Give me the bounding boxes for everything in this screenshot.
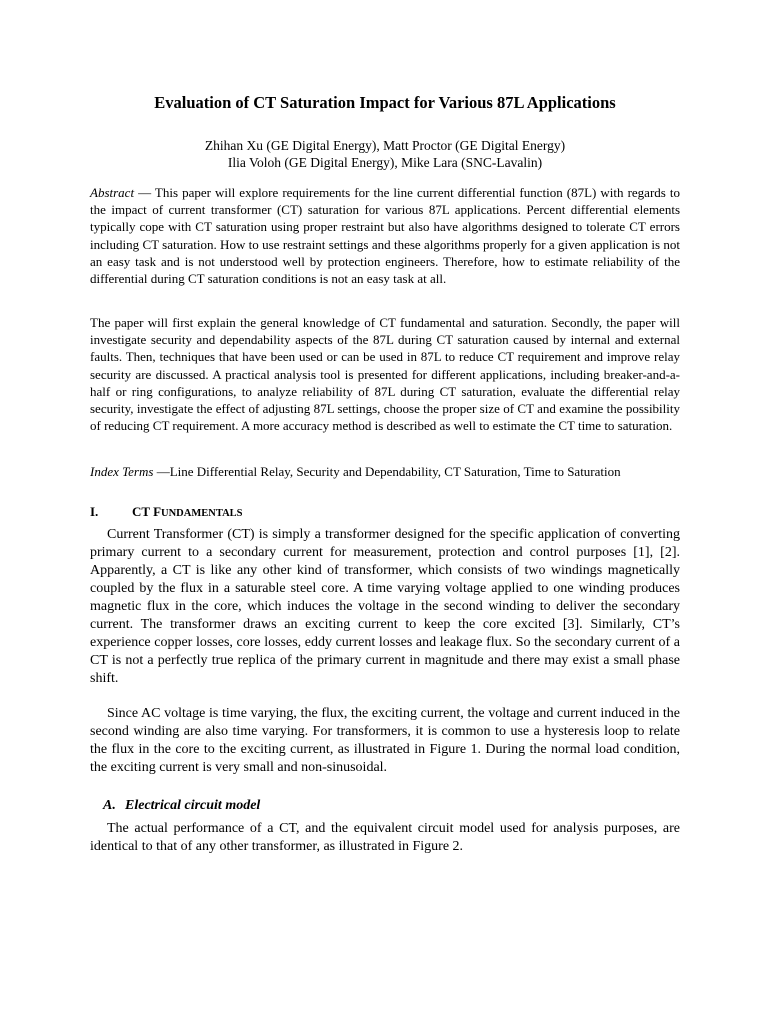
section-1-paragraph-1: Current Transformer (CT) is simply a transformer designed for the specific application of converting primary current to a secondary current for measurement, protection and control purposes [1], [2]. Apparently, a CT is like any other kind of transformer, which consists of two windings magnetically coupled by the flux in a saturable steel core. A time varying voltage applied to one winding produces magnetic flux in the core, which induces the voltage in the second winding to deliver the secondary current. The transformer draws an exciting current to keep the core excited [3]. Similarly, CT’s experience copper losses, core losses, eddy current losses and leakage flux. So the secondary current of a CT is not a perfectly true replica of the primary current in magnitude and there may exist a small phase shift.	[90, 527, 680, 686]
author-list	[90, 137, 680, 171]
index-terms-label: Index Terms	[90, 464, 154, 479]
authors-line-1: Zhihan Xu (GE Digital Energy), Matt Proctor (GE Digital Energy)	[204, 138, 566, 153]
section-1-paragraph-2: Since AC voltage is time varying, the flux, the exciting current, the voltage and current induced in the second winding are also time varying. For transformers, it is common to use a hysteresis loop to relate the flux in the core to the exciting current, as illustrated in Figure 1. During the normal load condition, the exciting current is very small and non-sinusoidal.	[90, 706, 680, 775]
subsection-heading-electrical-circuit-model	[103, 797, 260, 815]
section-title-rest: UNDAMENTALS	[161, 508, 243, 519]
authors-line-2: Ilia Voloh (GE Digital Energy), Mike Lara (SNC-Lavalin)	[227, 155, 543, 170]
abstract-text: — This paper will explore requirements for the line current differential function (87L) with regards to the impact of current transformer (CT) saturation for various 87L applications. Percent differential elements typically cope with CT saturation using proper restraint but also have algorithms designed to tolerate CT errors including CT saturation. How to use restraint settings and these algorithms properly for a given application is not an easy task and is not understood well by protection engineers. Therefore, how to estimate reliability of the differential during CT saturation conditions is not an easy task at all.	[90, 185, 680, 287]
subsection-title: Electrical circuit model	[125, 798, 261, 813]
abstract-label: Abstract	[90, 185, 135, 200]
subsection-letter: A.	[103, 798, 116, 813]
section-title-prefix: CT F	[132, 504, 162, 519]
section-number: I.	[90, 504, 99, 519]
paper-title: Evaluation of CT Saturation Impact for Various 87L Applications	[154, 93, 616, 112]
index-terms-text: —Line Differential Relay, Security and Dependability, CT Saturation, Time to Saturation	[153, 464, 621, 479]
abstract-paragraph	[90, 184, 680, 287]
index-terms	[90, 463, 680, 480]
abstract-paragraph-2: The paper will first explain the general knowledge of CT fundamental and saturation. Secondly, the paper will investigate security and dependability aspects of the 87L during CT saturation caused by internal and external faults. Then, techniques that have been used or can be used in 87L to reduce CT requirement and improve relay security are discussed. A practical analysis tool is presented for different applications, including breaker-and-a-half or ring configurations, to analyze reliability of 87L during CT saturation, evaluate the differential relay security, investigate the effect of adjusting 87L settings, choose the proper size of CT and examine the possibility of reducing CT requirement. A more accuracy method is described as well to estimate the CT time to saturation.	[90, 315, 680, 434]
subsection-a-paragraph-1: The actual performance of a CT, and the equivalent circuit model used for analysis purposes, are identical to that of any other transformer, as illustrated in Figure 2.	[90, 821, 680, 854]
section-heading-ct-fundamentals	[90, 503, 243, 522]
